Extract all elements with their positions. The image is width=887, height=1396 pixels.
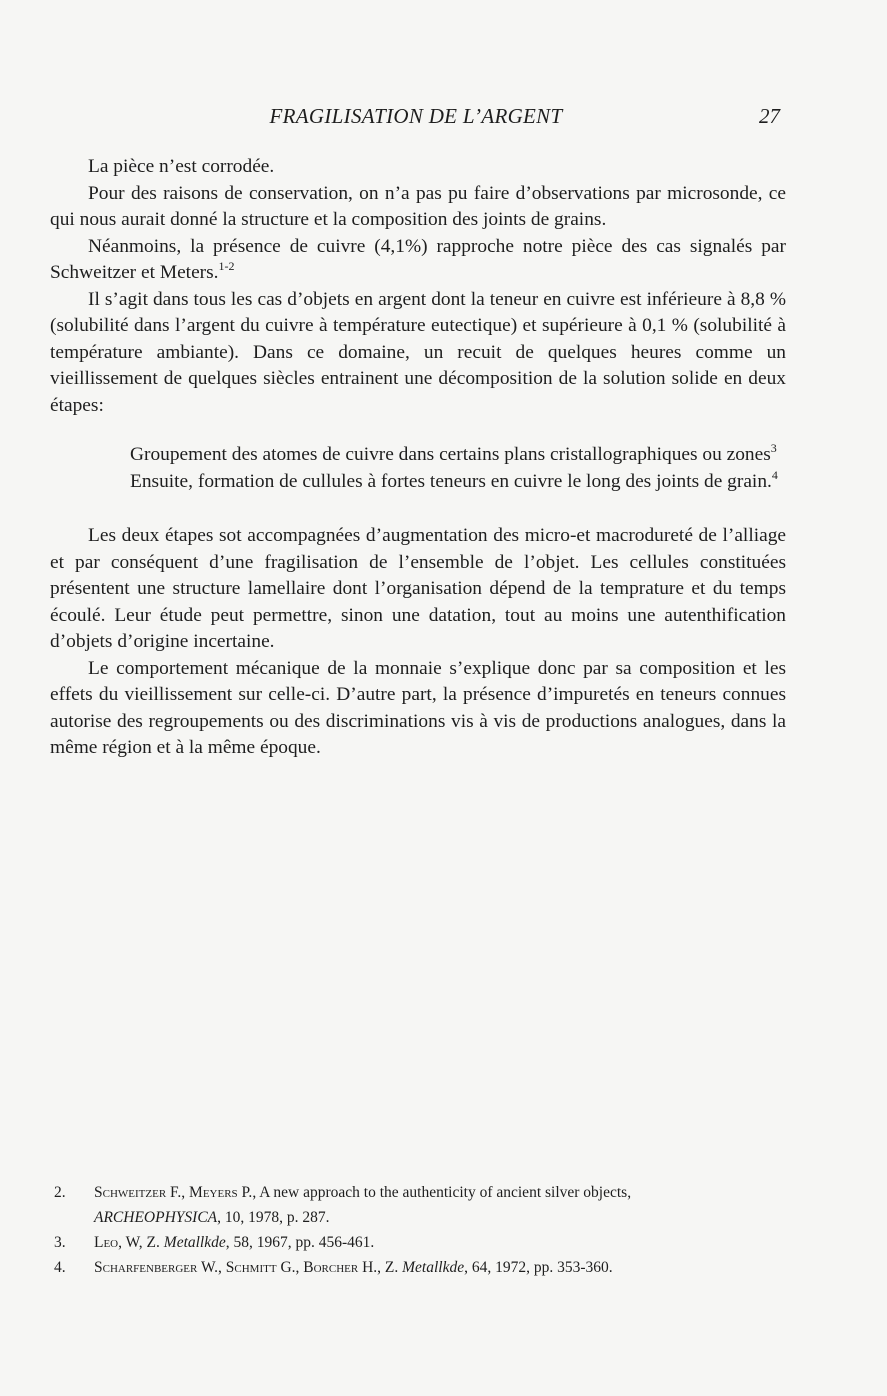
footnote [50, 1255, 790, 1280]
list-item [130, 442, 786, 469]
list-item-text: Ensuite, formation de cullules à fortes teneurs en cuivre le long des joints de grain. [130, 470, 772, 492]
footnote-journal: Metallkde [163, 1234, 226, 1251]
paragraph-text: Néanmoins, la présence de cuivre (4,1%) rapproche notre pièce des cas signalés par Schweitzer et Meters. [50, 235, 786, 283]
footnote-ref: 1-2 [218, 259, 235, 273]
body-text [50, 154, 786, 762]
footnote-authors: Leo, W, Z. [94, 1234, 160, 1251]
paragraph: La pièce n’est corrodée. [88, 156, 275, 177]
list-item-text: Groupement des atomes de cuivre dans certains plans cristallographiques ou zones [130, 444, 771, 465]
footnote-ref: 3 [770, 441, 777, 455]
footnote [50, 1230, 790, 1255]
stage-list [130, 442, 786, 495]
footnote [50, 1180, 790, 1230]
footnote-title: , A new approach to the authenticity of ancient silver objects, [252, 1184, 632, 1201]
paragraph [50, 234, 786, 287]
footnote-authors: Scharfenberger W., Schmitt G., Borcher H. [94, 1259, 378, 1276]
running-title: FRAGILISATION DE L’ARGENT [269, 104, 563, 128]
paragraph: Pour des raisons de conservation, on n’a pas pu faire d’observations par microsonde, ce qui nous aurait donné la structure et la composition des joints de grains. [50, 182, 786, 230]
footnote-mid: , Z. [377, 1259, 399, 1276]
page-number: 27 [759, 104, 780, 128]
paragraph: Le comportement mécanique de la monnaie s’explique donc par sa composition et les effets du vieillissement sur celle-ci. D’autre part, la présence d’impuretés en teneurs connues autorise des regroupements ou des discriminations vis à vis de productions analogues, dans la même région et à la même époque. [50, 657, 786, 758]
footnote-journal: ARCHEOPHYSICA [94, 1209, 218, 1226]
running-head [50, 104, 782, 134]
footnote-number: 2. [54, 1184, 66, 1201]
paragraph: Les deux étapes sot accompagnées d’augmentation des micro-et macrodureté de l’alliage et par conséquent d’une fragilisation de l’ensemble de l’objet. Les cellules constituées présentent une structure lamellaire dont l’organisation dépend de la temprature et du temps écoulé. Leur étude peut permettre, sinon une datation, tout au moins une autenthification d’objets d’origine incertaine. [50, 525, 786, 652]
footnote-number: 4. [54, 1259, 66, 1276]
footnote-details: , 58, 1967, pp. 456-461. [225, 1234, 375, 1251]
footnote-details: , 10, 1978, p. 287. [217, 1209, 330, 1226]
footnote-ref: 4 [771, 467, 778, 482]
footnote-details: , 64, 1972, pp. 353-360. [464, 1259, 613, 1276]
paragraph: Il s’agit dans tous les cas d’objets en argent dont la teneur en cuivre est inférieure à 8,8 % (solubilité dans l’argent du cuivre à température eutectique) et supérieure à 0,1 % (solubilité à température ambiante). Dans ce domaine, un recuit de quelques heures comme un vieillissement de quelques siècles entrainent une décomposition de la solution solide en deux étapes: [50, 288, 786, 416]
footnote-journal: Metallkde [402, 1259, 465, 1276]
footnote-authors: Schweitzer F., Meyers P. [94, 1184, 253, 1201]
footnotes [50, 1180, 790, 1280]
list-item [130, 469, 786, 496]
footnote-number: 3. [54, 1234, 66, 1251]
